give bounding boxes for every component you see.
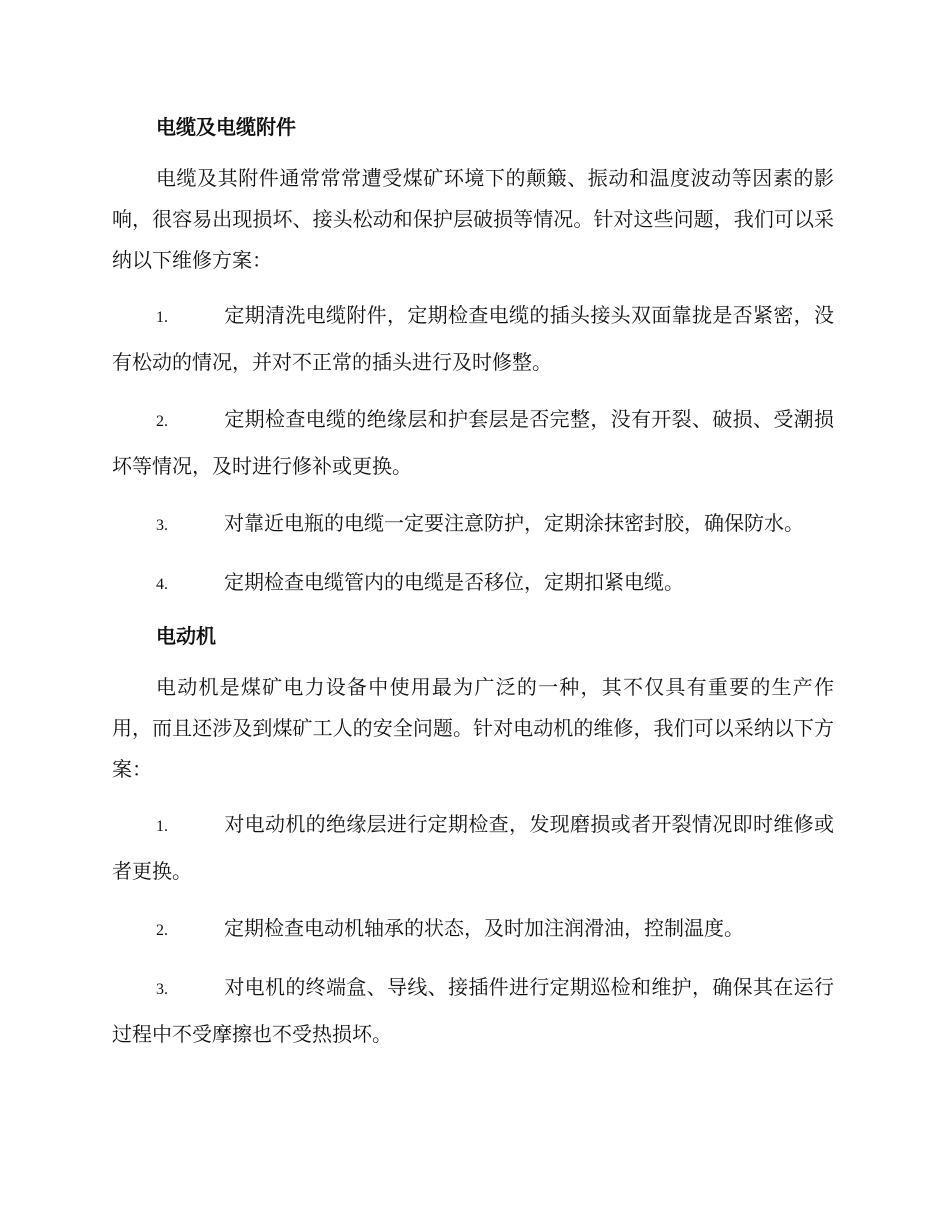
list-item-number: 1. bbox=[156, 309, 168, 326]
list-item-text: 对电动机的绝缘层进行定期检查，发现磨损或者开裂情况即时维修或者更换。 bbox=[112, 812, 834, 883]
list-item-text: 定期检查电缆的绝缘层和护套层是否完整，没有开裂、破损、受潮损坏等情况，及时进行修补或更换。 bbox=[112, 407, 834, 478]
list-item bbox=[112, 293, 834, 385]
section-heading: 电缆及电缆附件 bbox=[156, 115, 296, 139]
list-item-number: 4. bbox=[156, 576, 168, 593]
list-item-number: 2. bbox=[156, 922, 168, 939]
list-item-text: 定期清洗电缆附件，定期检查电缆的插头接头双面靠拢是否紧密，没有松动的情况，并对不正常的插头进行及时修整。 bbox=[112, 303, 834, 374]
list-item bbox=[112, 965, 834, 1057]
list-item bbox=[112, 802, 834, 894]
list-item-number: 2. bbox=[156, 413, 168, 430]
section-cables bbox=[112, 110, 834, 607]
list-item-text: 定期检查电缆管内的电缆是否移位，定期扣紧电缆。 bbox=[224, 570, 684, 594]
list-item-number: 3. bbox=[156, 517, 168, 534]
list-item-text: 定期检查电动机轴承的状态，及时加注润滑油，控制温度。 bbox=[224, 916, 744, 940]
list-item bbox=[112, 906, 834, 953]
list-item-text: 对靠近电瓶的电缆一定要注意防护，定期涂抹密封胶，确保防水。 bbox=[224, 511, 804, 535]
document-body bbox=[112, 110, 834, 1069]
list-item-number: 1. bbox=[156, 818, 168, 835]
list-item bbox=[112, 501, 834, 548]
list-item bbox=[112, 397, 834, 489]
section-intro: 电缆及其附件通常常常遭受煤矿环境下的颠簸、振动和温度波动等因素的影响，很容易出现损坏、接头松动和保护层破损等情况。针对这些问题，我们可以采纳以下维修方案： bbox=[112, 166, 834, 272]
section-heading: 电动机 bbox=[156, 624, 216, 648]
section-motor bbox=[112, 619, 834, 1057]
list-item-number: 3. bbox=[156, 981, 168, 998]
list-item bbox=[112, 560, 834, 607]
list-item-text: 对电机的终端盒、导线、接插件进行定期巡检和维护，确保其在运行过程中不受摩擦也不受热损坏。 bbox=[112, 975, 834, 1046]
section-intro: 电动机是煤矿电力设备中使用最为广泛的一种，其不仅具有重要的生产作用，而且还涉及到煤矿工人的安全问题。针对电动机的维修，我们可以采纳以下方案： bbox=[112, 675, 834, 781]
